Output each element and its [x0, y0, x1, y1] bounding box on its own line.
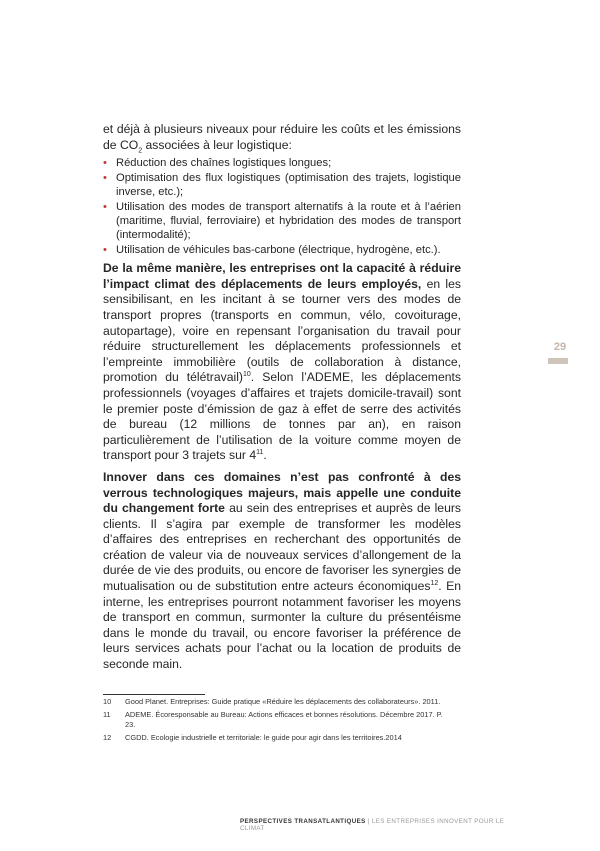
paragraph-employees-text-c: .	[263, 448, 267, 463]
footnote-text: CGDD. Ecologie industrielle et territoriale: le guide pour agir dans les territoires.2014	[125, 732, 402, 742]
main-text	[103, 122, 461, 673]
intro-line-2a: de CO	[103, 137, 139, 152]
footnote-item	[103, 697, 443, 708]
footnote-ref-10[interactable]: 10	[243, 371, 251, 379]
footnote-divider	[103, 694, 205, 695]
bullet-icon: •	[103, 157, 107, 170]
paragraph-employees	[103, 261, 461, 464]
footnotes	[103, 697, 443, 745]
footer-brand: PERSPECTIVES TRANSATLANTIQUES	[240, 818, 366, 825]
footnote-text: Good Planet. Entreprises: Guide pratique «Réduire les déplacements des collaborateurs». 2011.	[125, 697, 441, 706]
footnote-ref-12[interactable]: 12	[430, 580, 439, 587]
bullet-text: Utilisation de véhicules bas-carbone (électrique, hydrogène, etc.).	[116, 244, 441, 257]
bullet-item	[103, 156, 461, 170]
bullet-item	[103, 171, 461, 199]
paragraph-innovation-lead: Innover dans ces domaines n’est pas confronté à des verrous technologiques majeurs, mais appelle une conduite du changement forte	[103, 469, 461, 516]
bullet-text: Réduction des chaînes logistiques longues;	[116, 157, 332, 170]
footnote-number: 12	[103, 732, 112, 742]
footnote-item	[103, 710, 443, 731]
intro-line-1: et déjà à plusieurs niveaux pour réduire les coûts et les émissions	[103, 122, 461, 136]
paragraph-innovation-text-a: au sein des entreprises et auprès de leurs clients. Il s’agira par exemple de transformer les modèles d’affaires des entreprises en recherchant des opportunités de création de valeur via de nouveaux services d’allongement de la durée de vie des produits, ou encore de favoriser les synergies de mutualisation ou de substitution entre acteurs économiques	[103, 501, 462, 594]
paragraph-employees-text-b: . Selon l’ADEME, les déplacements professionnels (voyages d’affaires et trajets domicile-travail) sont le premier poste d’émission de gaz à effet de serre des activités de bureau (12 millions de tonnes par an), en raison particulièrement de l’utilisation de la voiture comme moyen de transport pour 3 trajets sur 4	[103, 370, 461, 463]
footnote-item	[103, 733, 443, 744]
intro-line-2b: associées à leur logistique:	[142, 137, 292, 152]
bullet-item	[103, 200, 461, 242]
bullet-list	[103, 156, 461, 257]
footnote-ref-11[interactable]: 11	[256, 449, 264, 457]
page-number-bar	[548, 358, 568, 364]
bullet-icon: •	[103, 201, 107, 214]
paragraph-employees-lead: De la même manière, les entreprises ont la capacité à réduire l’impact climat des déplacements de leurs employés,	[103, 261, 461, 291]
page-footer	[240, 818, 530, 832]
co2-subscript: 2	[138, 147, 143, 155]
footer-separator: |	[367, 818, 370, 825]
paragraph-innovation-text-b: . En interne, les entreprises pourront notamment favoriser les moyens de transport en commun, surmonter la culture du présentéisme dans le monde du travail, ou encore favoriser la préférence de leurs services achats pour l’achat ou la location de produits de seconde main.	[103, 579, 461, 672]
footnote-text: ADEME. Écoresponsable au Bureau: Actions efficaces et bonnes résolutions. Décembre 2017. P. 23.	[125, 709, 443, 729]
paragraph-employees-text-a: en les sensibilisant, en les incitant à se tourner vers des modes de transport propres (transports en commun, vélo, covoiturage, autopartage), voire en repensant l’organisation du travail pour réduire structurellement les déplacements professionnels et l’empreinte immobilière (outils de collaboration à distance, promotion du télétravail)	[103, 276, 461, 385]
bullet-item	[103, 243, 461, 257]
page-number: 29	[553, 341, 567, 353]
bullet-text: Utilisation des modes de transport alternatifs à la route et à l’aérien (maritime, fluvial, ferroviaire) et hybridation des modes de transport (intermodalité);	[116, 201, 461, 242]
footer-subtitle: LES ENTREPRISES INNOVENT POUR LE CLIMAT	[240, 818, 505, 832]
paragraph-innovation	[103, 470, 461, 673]
bullet-text: Optimisation des flux logistiques (optimisation des trajets, logistique inverse, etc.);	[116, 172, 461, 199]
bullet-icon: •	[103, 172, 107, 185]
intro-paragraph	[103, 122, 461, 153]
footnote-number: 11	[103, 709, 111, 719]
bullet-icon: •	[103, 244, 107, 257]
footnote-number: 10	[103, 697, 112, 706]
